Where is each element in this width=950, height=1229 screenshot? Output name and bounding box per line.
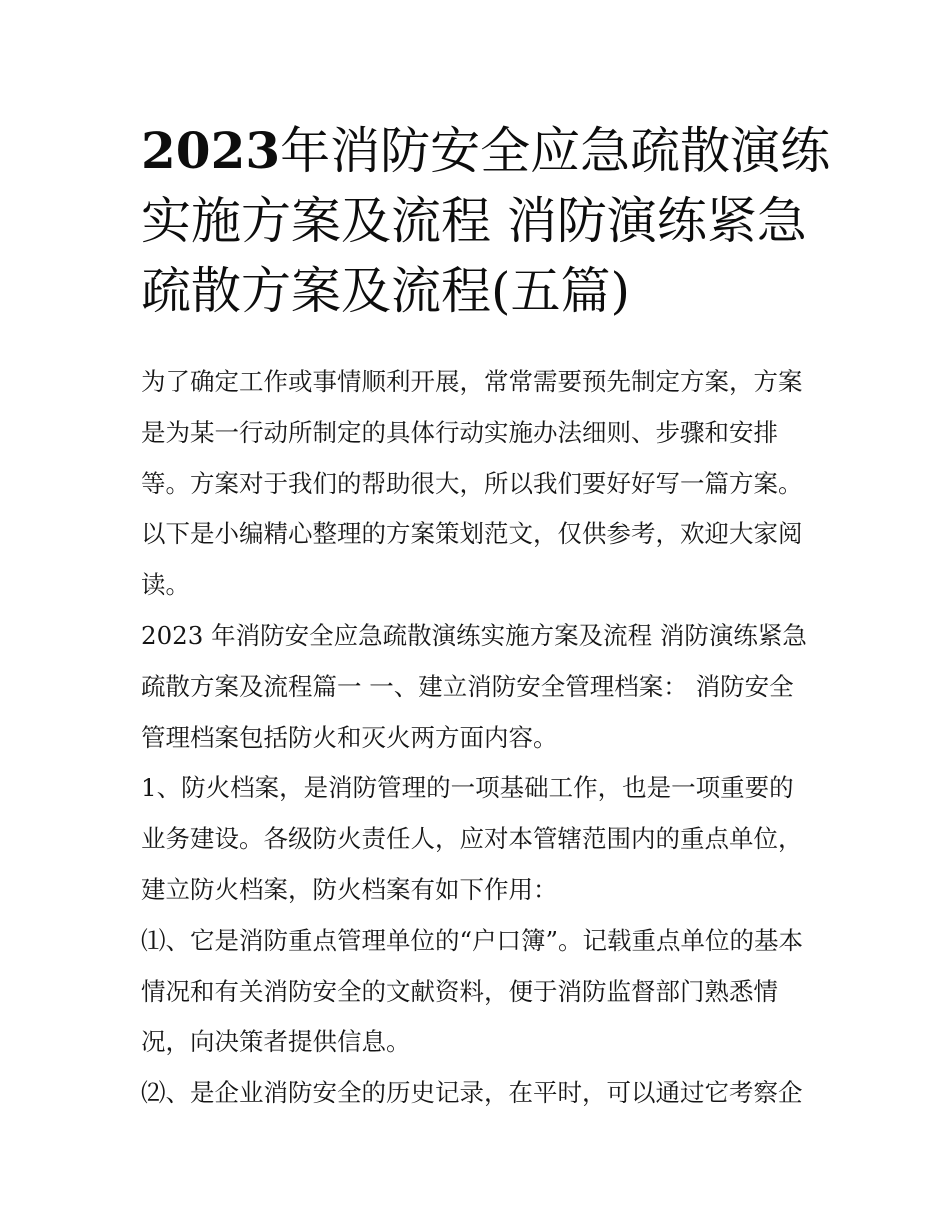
body-line: ⑵、是企业消防安全的历史记录，在平时，可以通过它考察企 bbox=[141, 1078, 803, 1108]
body-line: 2023 年消防安全应急疏散演练实施方案及流程 消防演练紧急 bbox=[141, 620, 807, 650]
title-line-1 bbox=[141, 116, 831, 186]
body-line: 建立防火档案，防火档案有如下作用： bbox=[141, 874, 558, 904]
body-line: 等。方案对于我们的帮助很大，所以我们要好好写一篇方案。 bbox=[141, 468, 803, 498]
body-line: 疏散方案及流程篇一 一、建立消防安全管理档案： 消防安全 bbox=[141, 671, 794, 701]
body-line: 情况和有关消防安全的文献资料，便于消防监督部门熟悉情 bbox=[141, 976, 778, 1006]
title-year: 2023 bbox=[141, 121, 281, 180]
body-line: 是为某一行动所制定的具体行动实施办法细则、步骤和安排 bbox=[141, 417, 778, 447]
document-body bbox=[141, 357, 831, 1119]
title-line-3: 疏散方案及流程(五篇) bbox=[141, 262, 631, 320]
body-line: 读。 bbox=[141, 570, 190, 600]
body-line: 1、防火档案，是消防管理的一项基础工作，也是一项重要的 bbox=[141, 773, 794, 803]
title-line-1-text: 年消防安全应急疏散演练 bbox=[280, 122, 831, 180]
body-line: 以下是小编精心整理的方案策划范文，仅供参考，欢迎大家阅 bbox=[141, 519, 803, 549]
body-line: 为了确定工作或事情顺利开展，常常需要预先制定方案，方案 bbox=[141, 367, 803, 396]
body-line: 业务建设。各级防火责任人，应对本管辖范围内的重点单位， bbox=[141, 824, 803, 854]
body-line: 况，向决策者提供信息。 bbox=[141, 1027, 411, 1057]
body-line: 管理档案包括防火和灭火两方面内容。 bbox=[141, 722, 558, 752]
document-title bbox=[141, 116, 831, 326]
body-line: ⑴、它是消防重点管理单位的“户口簿”。记载重点单位的基本 bbox=[141, 925, 804, 955]
title-line-2: 实施方案及流程 消防演练紧急 bbox=[141, 192, 807, 250]
